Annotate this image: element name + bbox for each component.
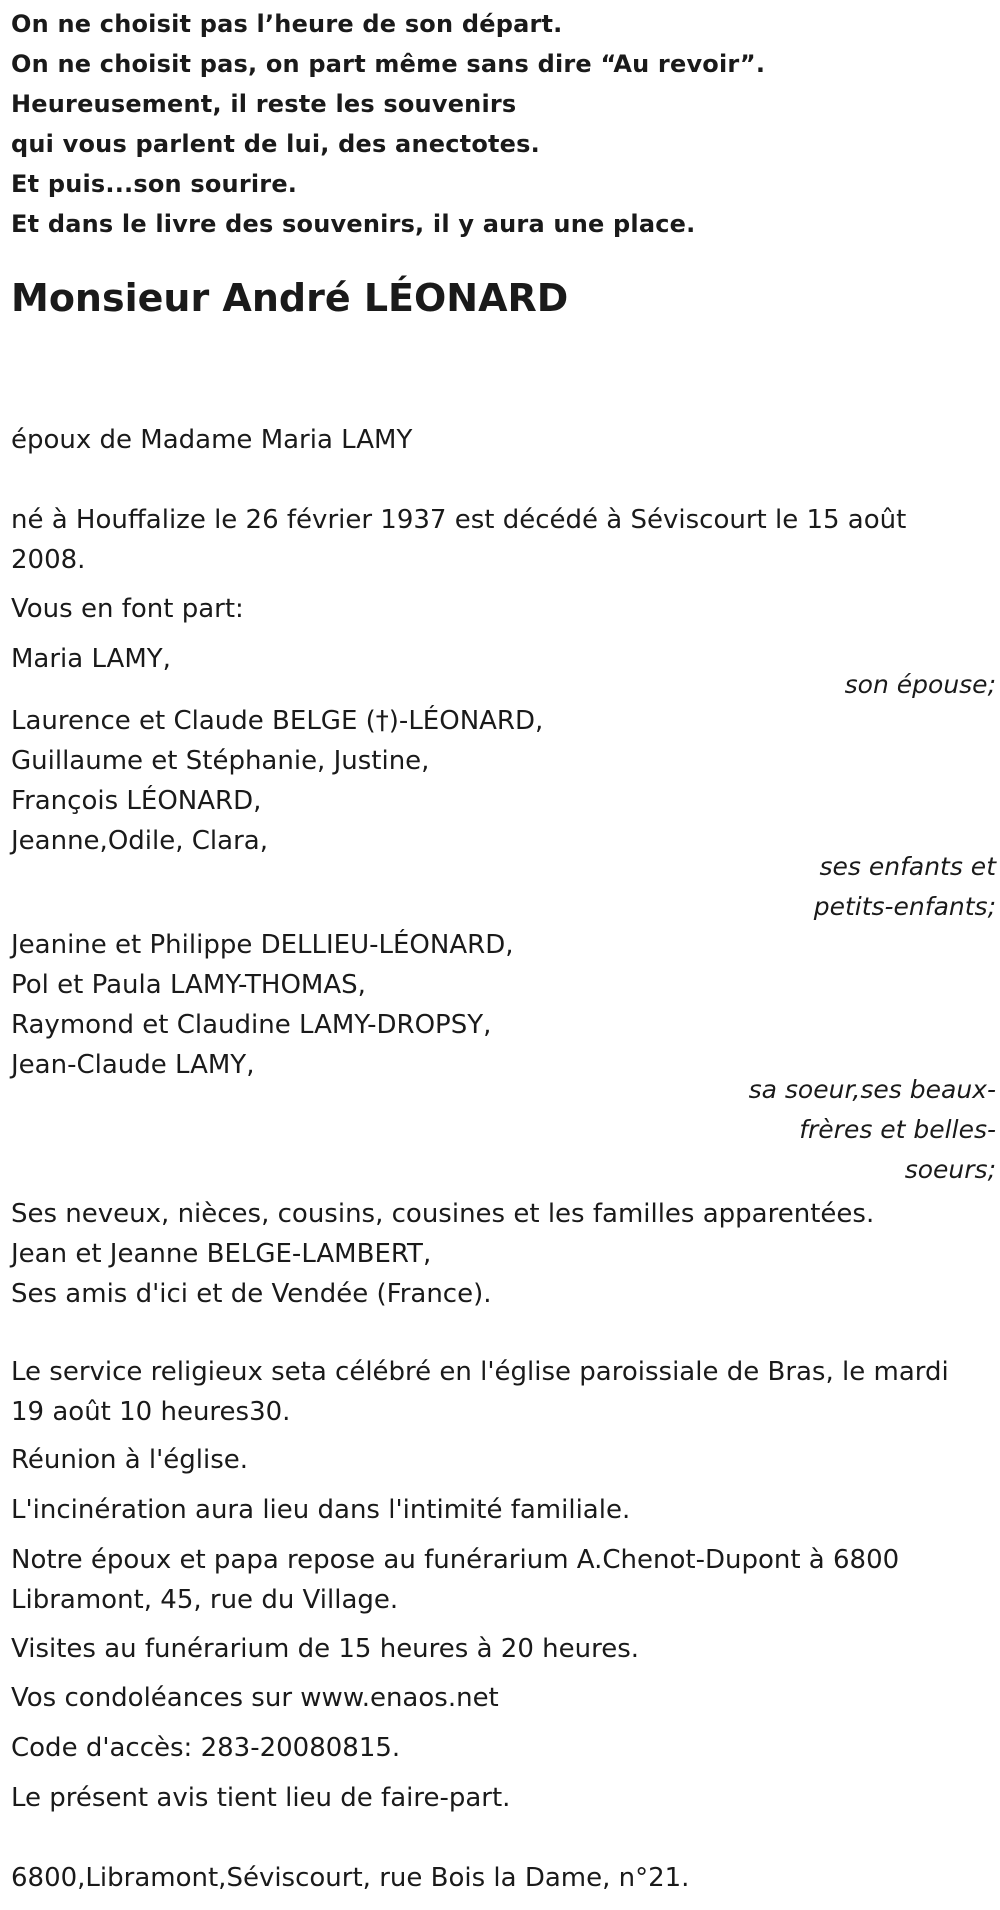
deceased-name: Monsieur André LÉONARD (11, 276, 569, 320)
family-member: Laurence et Claude BELGE (†)-LÉONARD, (11, 706, 544, 736)
family-member: Raymond et Claudine LAMY-DROPSY, (11, 1010, 492, 1040)
family-member: Jeanne,Odile, Clara, (11, 826, 268, 856)
notice-line: Le présent avis tient lieu de faire-part. (11, 1783, 511, 1813)
role-line: petits-enfants; (813, 892, 996, 921)
role-line: frères et belles- (799, 1115, 996, 1144)
family-role (11, 1070, 996, 1190)
birth-death (11, 500, 996, 580)
family-member: Jeanine et Philippe DELLIEU-LÉONARD, (11, 930, 514, 960)
poem-line: qui vous parlent de lui, des anectotes. (11, 130, 540, 158)
role-line: ses enfants et (819, 852, 996, 881)
service-info (11, 1352, 996, 1432)
access-code-line: Code d'accès: 283-20080815. (11, 1733, 401, 1763)
spouse-line: époux de Madame Maria LAMY (11, 425, 413, 455)
role-line: sa soeur,ses beaux- (748, 1075, 996, 1104)
poem-line: On ne choisit pas, on part même sans dire “Au revoir”. (11, 50, 766, 78)
family-member: Ses amis d'ici et de Vendée (France). (11, 1279, 492, 1309)
family-group (11, 925, 513, 1085)
address-line: 6800,Libramont,Séviscourt, rue Bois la Dame, n°21. (11, 1863, 690, 1893)
visits-line: Visites au funérarium de 15 heures à 20 heures. (11, 1634, 640, 1664)
poem-line: Et dans le livre des souvenirs, il y aura une place. (11, 210, 696, 238)
family-member: François LÉONARD, (11, 786, 262, 816)
family-member: Pol et Paula LAMY-THOMAS, (11, 970, 366, 1000)
family-member: Maria LAMY, (11, 644, 171, 674)
family-member: Ses neveux, nièces, cousins, cousines et les familles apparentées. (11, 1199, 875, 1229)
service-line: Le service religieux seta célébré en l'église paroissiale de Bras, le mardi (11, 1357, 949, 1387)
reunion-line: Réunion à l'église. (11, 1445, 249, 1475)
announce-line: Vous en font part: (11, 594, 244, 624)
funerarium-line: Notre époux et papa repose au funérarium A.Chenot-Dupont à 6800 (11, 1545, 900, 1575)
family-role (11, 665, 996, 705)
role-line: soeurs; (904, 1155, 996, 1184)
poem-line: On ne choisit pas l’heure de son départ. (11, 10, 563, 38)
family-group (11, 701, 543, 861)
poem-line: Heureusement, il reste les souvenirs (11, 90, 517, 118)
poem (11, 9, 996, 239)
role-line: son épouse; (844, 670, 996, 699)
funerarium-line: Libramont, 45, rue du Village. (11, 1585, 399, 1615)
service-line: 19 août 10 heures30. (11, 1397, 291, 1427)
birth-death-line: né à Houffalize le 26 février 1937 est décédé à Séviscourt le 15 août (11, 505, 907, 535)
family-member: Guillaume et Stéphanie, Justine, (11, 746, 430, 776)
condolences-line: Vos condoléances sur www.enaos.net (11, 1683, 499, 1713)
family-member: Jean-Claude LAMY, (11, 1050, 255, 1080)
obituary-notice (11, 0, 996, 1893)
birth-death-line: 2008. (11, 545, 86, 575)
family-others (11, 1194, 996, 1314)
poem-line: Et puis...son sourire. (11, 170, 298, 198)
incineration-line: L'incinération aura lieu dans l'intimité familiale. (11, 1495, 631, 1525)
family-role (11, 847, 996, 927)
family-member: Jean et Jeanne BELGE-LAMBERT, (11, 1239, 432, 1269)
funerarium-info (11, 1540, 996, 1620)
